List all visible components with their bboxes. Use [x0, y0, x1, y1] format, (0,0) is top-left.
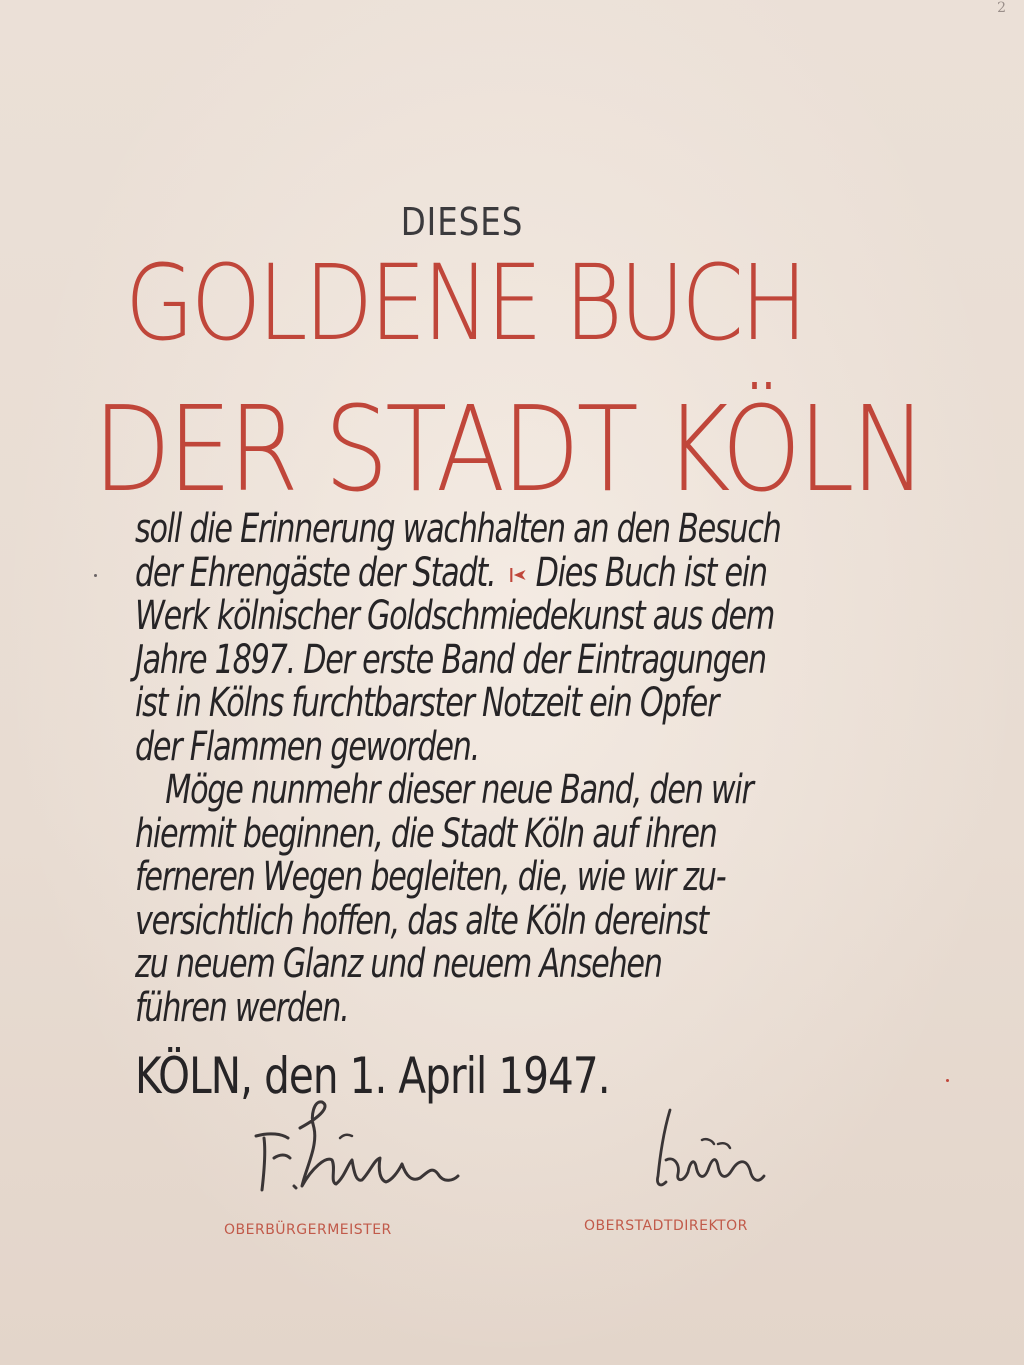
body-line: ferneren Wegen begleiten, die, wie wir zu- [135, 854, 726, 900]
ink-speck [946, 1079, 949, 1082]
page-number: 2 [997, 0, 1006, 16]
body-line: führen werden. [135, 984, 349, 1031]
label-oberstadtdirektor: OBERSTADTDIREKTOR [584, 1218, 748, 1234]
body-line: versichtlich hoffen, das alte Köln dereinst [135, 897, 708, 944]
heading-goldene-buch: GOLDENE BUCH [124, 242, 805, 364]
body-line: zu neuem Glanz und neuem Ansehen [135, 941, 662, 987]
label-oberbuergermeister: OBERBÜRGERMEISTER [224, 1222, 392, 1238]
body-line: hiermit beginnen, die Stadt Köln auf ihren [135, 810, 717, 857]
signature-city-director [646, 1100, 776, 1200]
ink-speck [94, 574, 97, 577]
place-and-date: KÖLN, den 1. April 1947. [135, 1047, 610, 1105]
body-line: ist in Kölns furchtbarster Notzeit ein Opfer [135, 680, 719, 726]
heading-der-stadt-koeln: DER STADT KÖLN [93, 380, 924, 518]
body-line: soll die Erinnerung wachhalten an den Besuch [135, 506, 781, 552]
body-text [135, 508, 895, 1030]
leaf-ornament-icon [509, 564, 531, 586]
body-line: der Flammen geworden. [135, 723, 479, 770]
body-line: der Ehrengäste der Stadt. Dies Buch ist ein [135, 549, 767, 596]
signature-mayor [252, 1098, 462, 1208]
body-line: Werk kölnischer Goldschmiedekunst aus dem [135, 593, 775, 639]
heading-dieses: DIESES [400, 200, 524, 244]
body-line: Möge nunmehr dieser neue Band, den wir [165, 767, 753, 813]
body-line: Jahre 1897. Der erste Band der Eintragungen [135, 636, 766, 683]
